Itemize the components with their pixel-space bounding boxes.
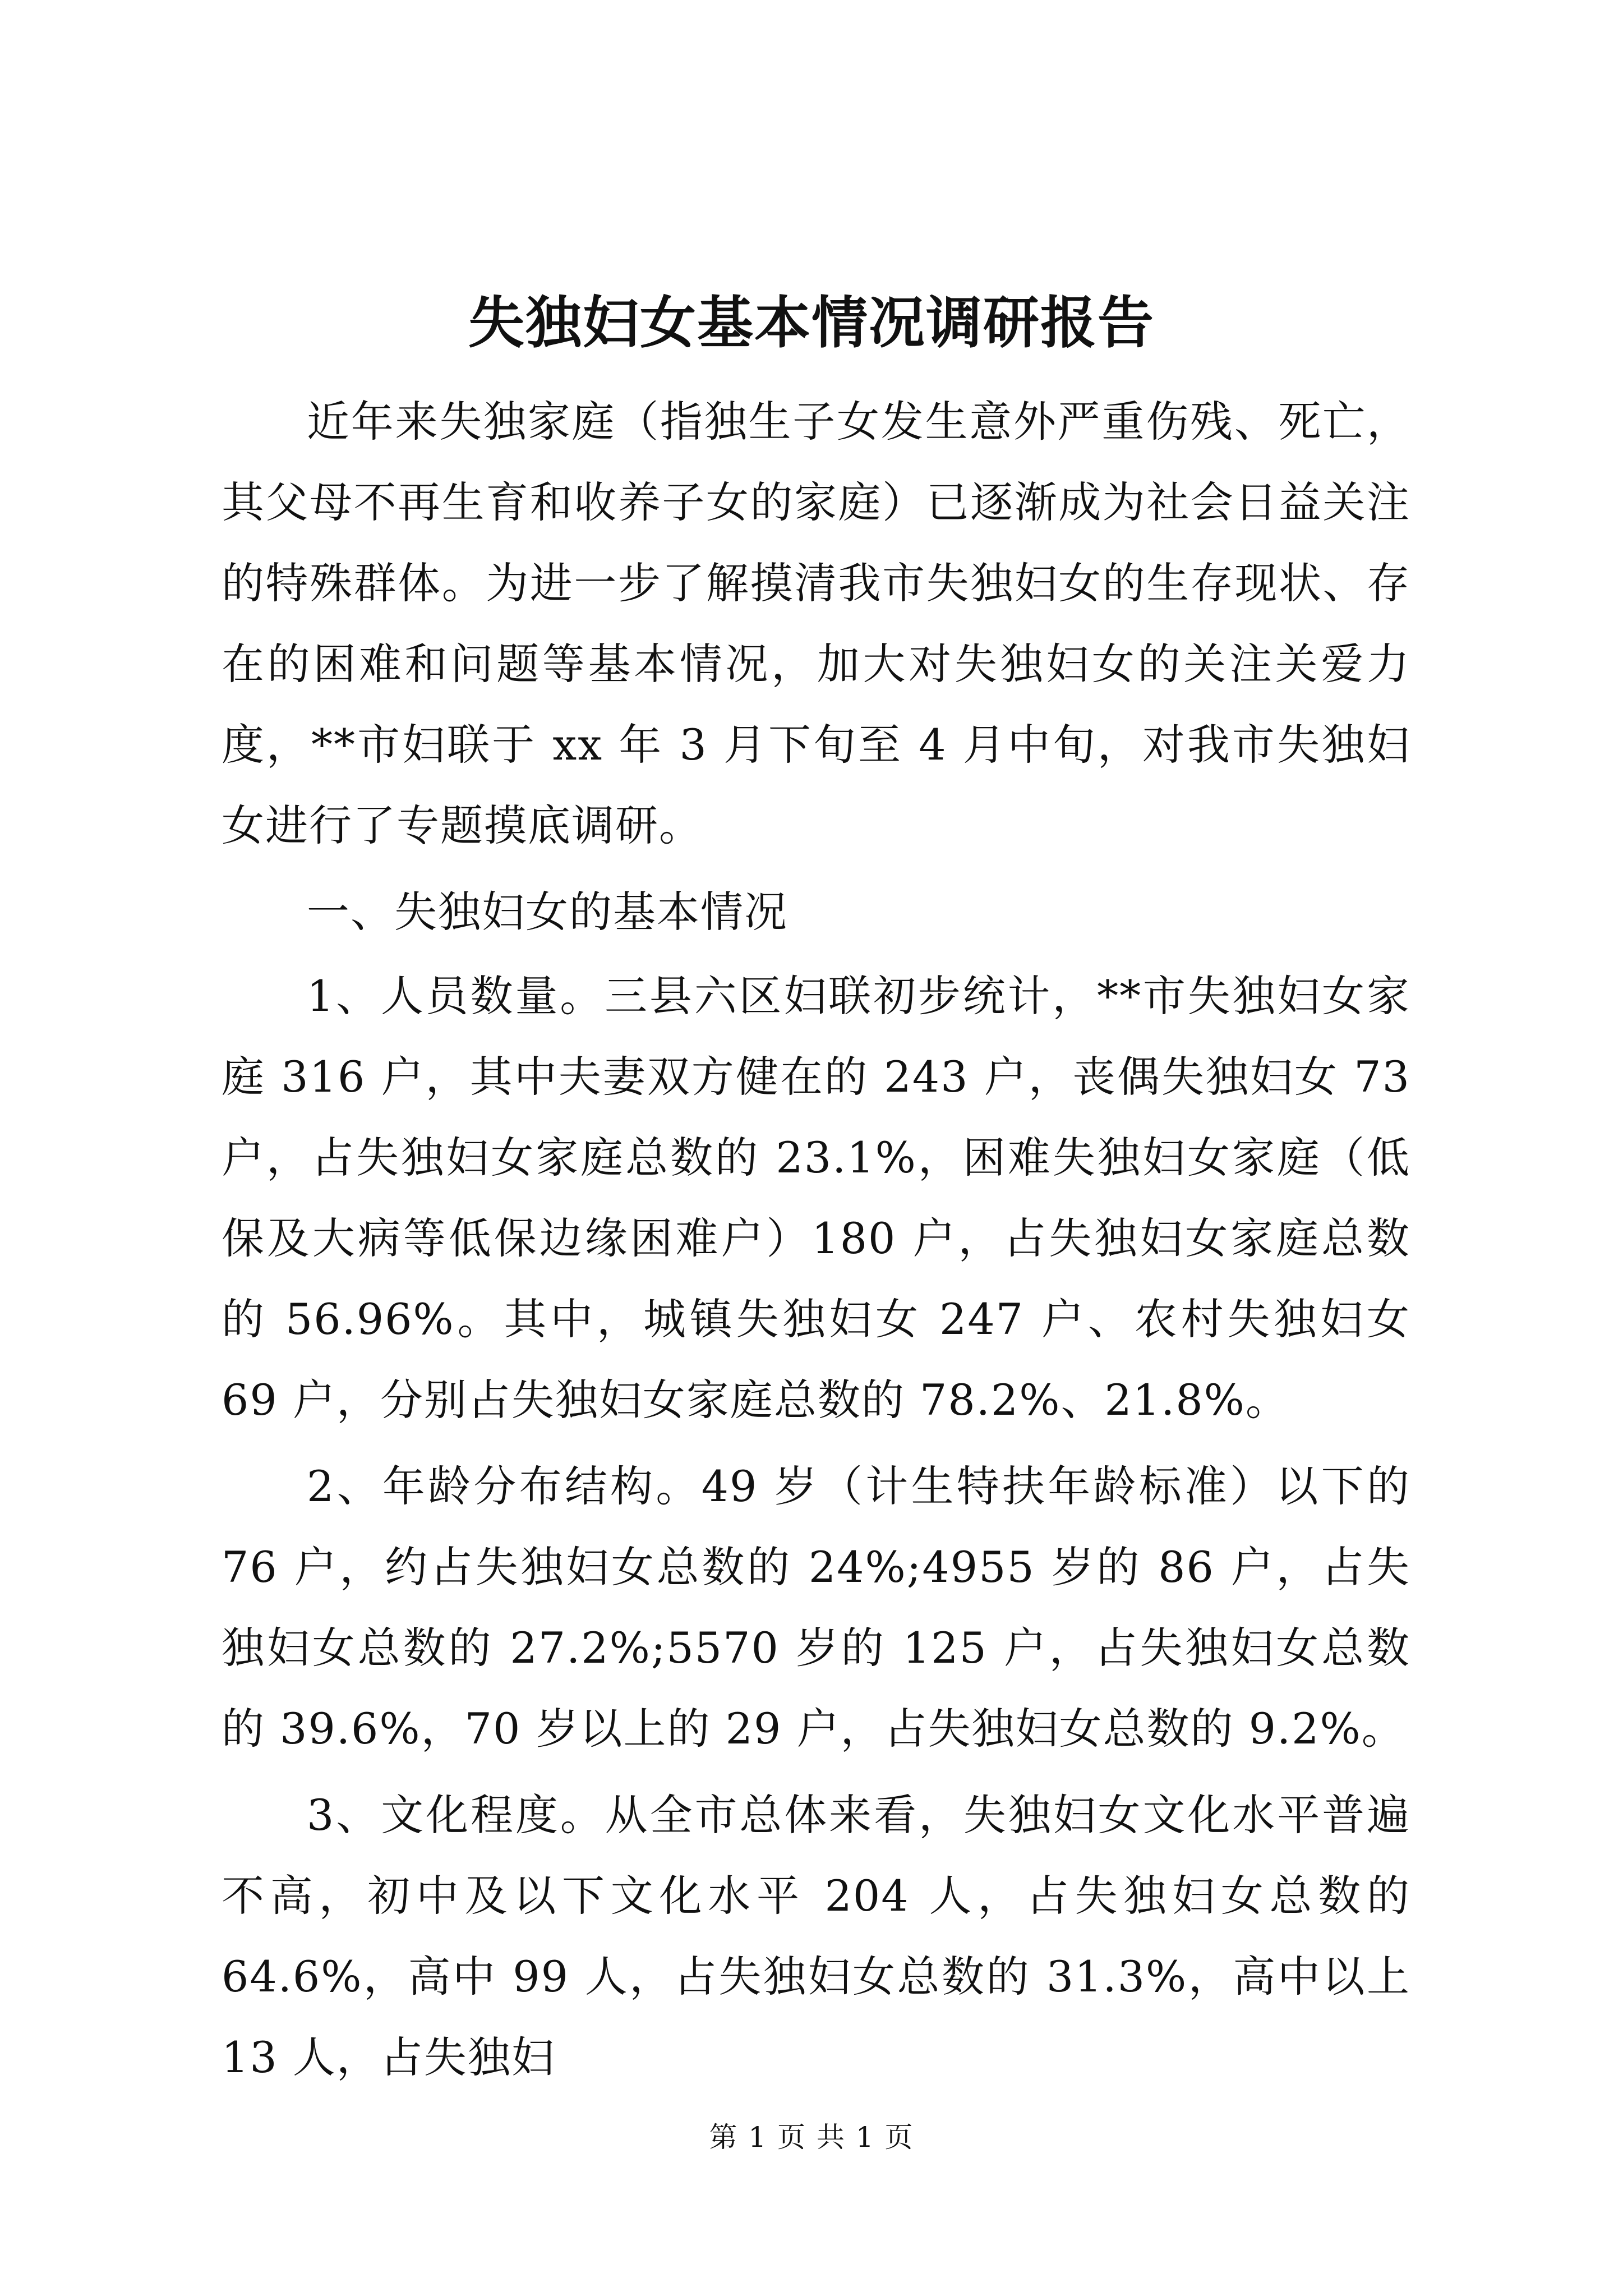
paragraph-age-distribution: 2、年龄分布结构。49 岁（计生特扶年龄标准）以下的 76 户，约占失独妇女总数的 24%;4955 岁的 86 户，占失独妇女总数的 27.2%;5570 岁的 125 户，占失独妇女总数的 39.6%，70 岁以上的 29 户，占失独妇女总数的 9.2%。 xyxy=(222,1461,1410,1754)
section-heading: 一、失独妇女的基本情况 xyxy=(307,887,788,937)
paragraph-population: 1、人员数量。三县六区妇联初步统计，**市失独妇女家庭 316 户，其中夫妻双方健在的 243 户，丧偶失独妇女 73 户，占失独妇女家庭总数的 23.1%，困难失独妇女家庭（低保及大病等低保边缘困难户）180 户，占失独妇女家庭总数的 56.96%。其中，城镇失独妇女 247 户、农村失独妇女 69 户，分别占失独妇女家庭总数的 78.2%、21.8%。 xyxy=(222,971,1410,1425)
paragraph-education: 3、文化程度。从全市总体来看，失独妇女文化水平普遍不高，初中及以下文化水平 204 人，占失独妇女总数的 64.6%，高中 99 人，占失独妇女总数的 31.3%，高中以上 13 人，占失独妇 xyxy=(222,1790,1410,2082)
page-footer: 第 1 页 共 1 页 xyxy=(709,2121,914,2154)
document-body xyxy=(222,381,1410,2104)
document-title: 失独妇女基本情况调研报告 xyxy=(468,289,1155,356)
intro-paragraph: 近年来失独家庭（指独生子女发生意外严重伤残、死亡，其父母不再生育和收养子女的家庭）已逐渐成为社会日益关注的特殊群体。为进一步了解摸清我市失独妇女的生存现状、存在的困难和问题等基本情况，加大对失独妇女的关注关爱力度，**市妇联于 xx 年 3 月下旬至 4 月中旬，对我市失独妇女进行了专题摸底调研。 xyxy=(222,397,1410,850)
